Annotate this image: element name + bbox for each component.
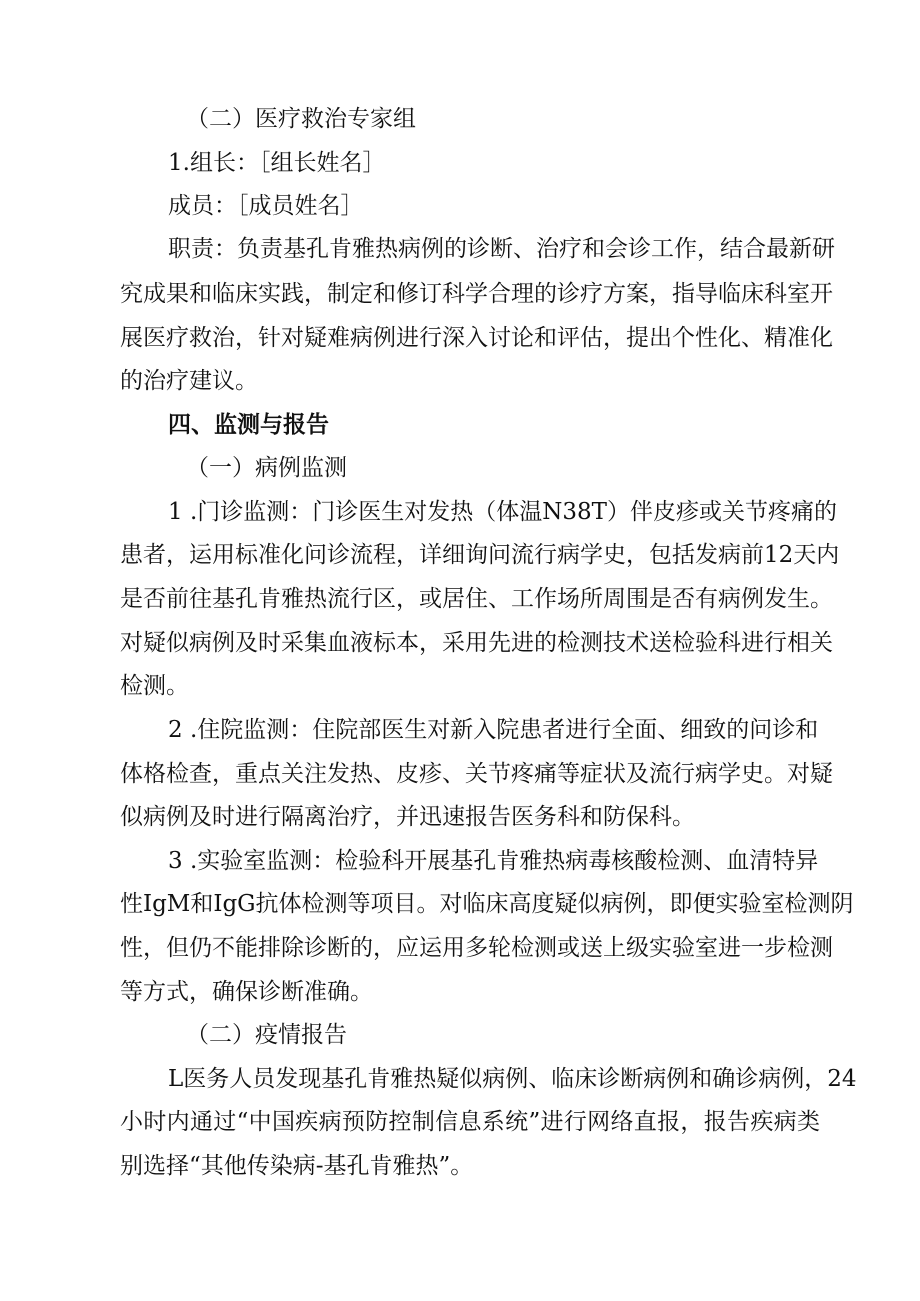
paragraph-line: 的治疗建议。 [120,368,258,394]
paragraph-line: 别选择“其他传染病-基孔肯雅热”。 [120,1153,474,1179]
paragraph-line: 检测。 [120,673,189,699]
paragraph-line: 1.组长：［组长姓名］ [168,150,386,176]
paragraph-line: 职责：负责基孔肯雅热病例的诊断、治疗和会诊工作，结合最新研 [168,236,835,262]
paragraph-line: 性IgM和IgG抗体检测等项目。对临床高度疑似病例，即便实验室检测阴 [120,891,854,917]
paragraph-line: 似病例及时进行隔离治疗，并迅速报告医务科和防保科。 [120,804,695,830]
paragraph-line: 性，但仍不能排除诊断的，应运用多轮检测或送上级实验室进一步检测 [120,935,833,961]
subheading-case-monitoring: （一）病例监测 [186,455,347,481]
subheading-epidemic-report: （二）疫情报告 [186,1022,347,1048]
paragraph-line: 患者，运用标准化问诊流程，详细询问流行病学史，包括发病前12天内 [120,542,840,568]
subheading-medical-expert-group: （二）医疗救治专家组 [186,106,416,132]
paragraph-line: 3 .实验室监测：检验科开展基孔肯雅热病毒核酸检测、血清特异 [168,848,819,874]
paragraph-line: 究成果和临床实践，制定和修订科学合理的诊疗方案，指导临床科室开 [120,281,833,307]
paragraph-line: 体格检查，重点关注发热、皮疹、关节疼痛等症状及流行病学史。对疑 [120,761,833,787]
paragraph-line: 对疑似病例及时采集血液标本，采用先进的检测技术送检验科进行相关 [120,630,833,656]
paragraph-line: 2 .住院监测：住院部医生对新入院患者进行全面、细致的问诊和 [168,717,819,743]
paragraph-line: 等方式，确保诊断准确。 [120,979,373,1005]
paragraph-line: 展医疗救治，针对疑难病例进行深入讨论和评估，提出个性化、精准化 [120,325,833,351]
paragraph-line: 成员：［成员姓名］ [168,193,364,219]
paragraph-line: 小时内通过“中国疾病预防控制信息系统”进行网络直报，报告疾病类 [120,1109,820,1135]
paragraph-line: 是否前往基孔肯雅热流行区，或居住、工作场所周围是否有病例发生。 [120,586,833,612]
paragraph-line: L医务人员发现基孔肯雅热疑似病例、临床诊断病例和确诊病例，24 [168,1066,857,1092]
paragraph-line: 1 .门诊监测：门诊医生对发热（体温N38T）伴皮疹或关节疼痛的 [168,499,837,525]
section-heading-monitoring-reporting: 四、监测与报告 [168,411,329,438]
